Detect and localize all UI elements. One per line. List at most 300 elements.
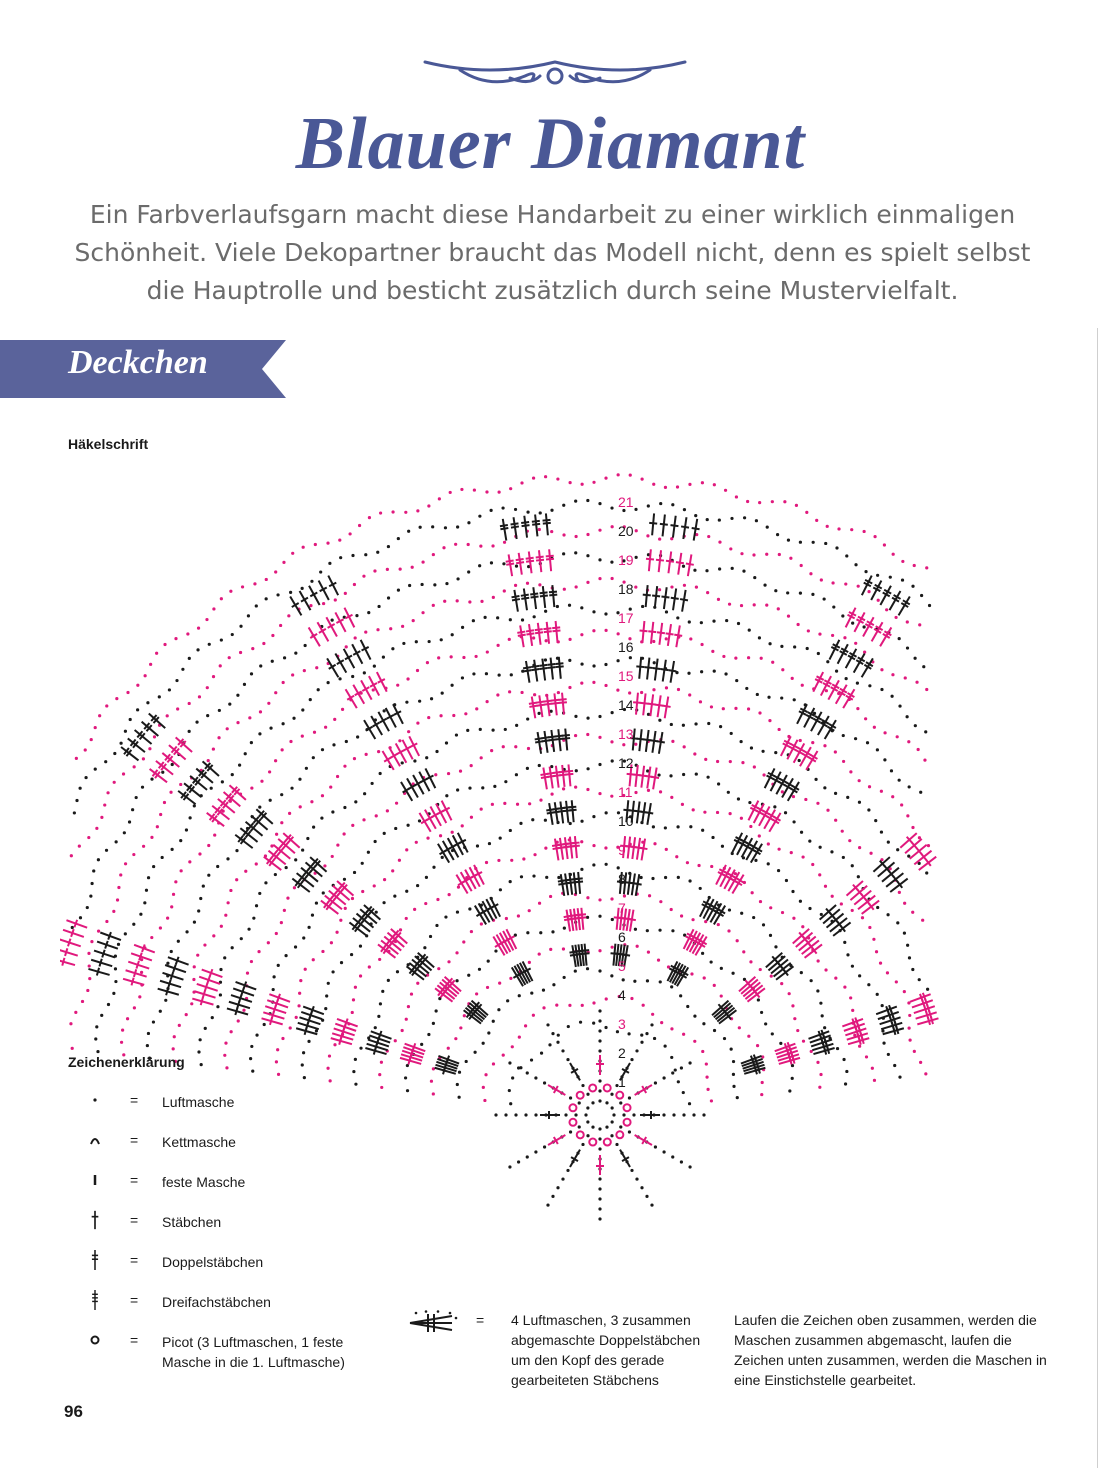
chain-dot bbox=[598, 1147, 601, 1150]
stitch-mark bbox=[60, 958, 75, 966]
chain-dot bbox=[445, 582, 448, 585]
chain-dot bbox=[586, 967, 589, 970]
chain-dot bbox=[522, 857, 525, 860]
chain-dot bbox=[530, 1058, 533, 1061]
chain-dot bbox=[212, 675, 215, 678]
stitch-mark bbox=[377, 672, 387, 692]
stitch-mark bbox=[532, 514, 540, 536]
chain-dot bbox=[724, 672, 727, 675]
chain-dot bbox=[654, 1145, 657, 1148]
stitch-mark bbox=[168, 957, 189, 965]
chain-dot bbox=[367, 611, 370, 614]
chain-dot bbox=[452, 714, 455, 717]
chain-dot bbox=[317, 688, 320, 691]
chain-dot bbox=[356, 735, 359, 738]
chain-dot bbox=[824, 968, 827, 971]
chain-dot bbox=[438, 497, 441, 500]
chain-dot bbox=[737, 622, 740, 625]
legend bbox=[80, 1090, 400, 1370]
legend-eq: = bbox=[130, 1252, 139, 1268]
chain-dot bbox=[420, 583, 423, 586]
chain-dot bbox=[816, 802, 819, 805]
chain-dot bbox=[273, 975, 276, 978]
chain-dot bbox=[561, 1177, 564, 1180]
chain-dot bbox=[581, 1143, 584, 1146]
chain-dot bbox=[335, 931, 338, 934]
chain-dot bbox=[551, 1032, 554, 1035]
chain-dot bbox=[485, 861, 488, 864]
chain-dot bbox=[220, 638, 223, 641]
chain-dot bbox=[156, 825, 159, 828]
chain-dot bbox=[353, 871, 356, 874]
stitch-mark bbox=[655, 695, 663, 717]
chain-dot bbox=[481, 786, 484, 789]
chain-dot bbox=[377, 1015, 380, 1018]
chain-dot bbox=[835, 546, 838, 549]
stitch-mark bbox=[676, 553, 684, 575]
chain-dot bbox=[502, 745, 505, 748]
chain-dot bbox=[478, 564, 481, 567]
chain-dot bbox=[706, 1088, 709, 1091]
round-number: 7 bbox=[618, 900, 626, 916]
chain-dot bbox=[386, 568, 389, 571]
chain-dot bbox=[865, 1055, 868, 1058]
chain-dot bbox=[683, 508, 686, 511]
chain-dot bbox=[605, 1101, 608, 1104]
chain-dot bbox=[674, 1068, 677, 1071]
chain-dot bbox=[383, 832, 386, 835]
chain-dot bbox=[544, 846, 547, 849]
chain-dot bbox=[448, 893, 451, 896]
chain-dot bbox=[175, 679, 178, 682]
chain-dot bbox=[725, 619, 728, 622]
chain-dot bbox=[753, 576, 756, 579]
chain-dot bbox=[185, 930, 188, 933]
chain-dot bbox=[869, 852, 872, 855]
chain-dot bbox=[706, 591, 709, 594]
chain-dot bbox=[686, 1005, 689, 1008]
double-crochet-icon bbox=[80, 1210, 110, 1230]
chain-dot bbox=[294, 858, 297, 861]
chain-dot bbox=[586, 788, 589, 791]
chain-dot bbox=[574, 734, 577, 737]
chain-dot bbox=[903, 932, 906, 935]
chain-dot bbox=[378, 1073, 381, 1076]
chain-dot bbox=[842, 856, 845, 859]
chain-dot bbox=[665, 637, 668, 640]
chain-dot bbox=[212, 747, 215, 750]
chain-dot bbox=[310, 580, 313, 583]
chain-dot bbox=[309, 698, 312, 701]
chain-dot bbox=[427, 1033, 430, 1036]
chain-dot bbox=[503, 589, 506, 592]
chain-dot bbox=[743, 516, 746, 519]
chain-dot bbox=[628, 1096, 631, 1099]
stitch-mark bbox=[378, 944, 395, 957]
stitch-mark bbox=[644, 658, 652, 680]
chain-dot bbox=[697, 864, 700, 867]
chain-dot bbox=[670, 585, 673, 588]
chain-dot bbox=[334, 598, 337, 601]
legend-eq: = bbox=[130, 1172, 139, 1188]
chain-dot bbox=[592, 629, 595, 632]
chain-dot bbox=[641, 478, 644, 481]
chain-dot bbox=[640, 1186, 643, 1189]
chain-dot bbox=[193, 965, 196, 968]
stitch-mark bbox=[880, 586, 891, 605]
chain-dot bbox=[207, 844, 210, 847]
chain-dot bbox=[761, 750, 764, 753]
chain-dot bbox=[511, 1076, 514, 1079]
stitch-mark bbox=[335, 612, 345, 631]
chain-dot bbox=[538, 902, 541, 905]
chain-dot bbox=[71, 1047, 74, 1050]
chain-dot bbox=[647, 951, 650, 954]
chain-dot bbox=[431, 525, 434, 528]
chain-dot bbox=[677, 1080, 680, 1083]
chain-dot bbox=[771, 500, 774, 503]
chain-dot bbox=[532, 636, 535, 639]
chain-dot bbox=[238, 764, 241, 767]
chain-dot bbox=[610, 561, 613, 564]
stitch-mark bbox=[100, 932, 121, 940]
chain-dot bbox=[415, 640, 418, 643]
stitch-mark bbox=[461, 872, 472, 891]
chain-dot bbox=[562, 533, 565, 536]
chain-dot bbox=[924, 1072, 927, 1075]
chain-dot bbox=[470, 816, 473, 819]
chain-dot bbox=[640, 691, 643, 694]
legend-text: Stäbchen bbox=[162, 1214, 222, 1230]
picot-mark bbox=[589, 1084, 596, 1091]
chain-dot bbox=[867, 983, 870, 986]
chain-dot bbox=[475, 707, 478, 710]
chain-dot bbox=[295, 1016, 298, 1019]
chain-dot bbox=[722, 655, 725, 658]
chain-dot bbox=[105, 849, 108, 852]
stitch-mark bbox=[666, 624, 674, 646]
chain-dot bbox=[73, 811, 76, 814]
chain-dot bbox=[276, 593, 279, 596]
chain-dot bbox=[255, 904, 258, 907]
section-banner-label: Deckchen bbox=[68, 344, 208, 381]
chain-dot bbox=[868, 785, 871, 788]
chain-dot bbox=[437, 967, 440, 970]
chain-dot bbox=[444, 526, 447, 529]
chain-dot bbox=[255, 604, 258, 607]
chain-dot bbox=[568, 638, 571, 641]
chain-dot bbox=[760, 1011, 763, 1014]
chain-dot bbox=[635, 529, 638, 532]
chain-dot bbox=[563, 588, 566, 591]
chain-dot bbox=[427, 716, 430, 719]
chain-dot bbox=[598, 763, 601, 766]
chain-dot bbox=[146, 1044, 149, 1047]
chain-dot bbox=[87, 952, 90, 955]
chain-dot bbox=[458, 1071, 461, 1074]
chain-dot bbox=[406, 677, 409, 680]
chain-dot bbox=[504, 728, 507, 731]
chain-dot bbox=[677, 688, 680, 691]
stitch-mark bbox=[666, 551, 674, 573]
chain-dot bbox=[223, 956, 226, 959]
chain-dot bbox=[758, 501, 761, 504]
chain-dot bbox=[766, 526, 769, 529]
chain-dot bbox=[592, 610, 595, 613]
chain-dot bbox=[752, 553, 755, 556]
chain-dot bbox=[592, 1001, 595, 1004]
chain-dot bbox=[216, 1005, 219, 1008]
chain-dot bbox=[298, 992, 301, 995]
chain-dot bbox=[851, 965, 854, 968]
chain-dot bbox=[155, 652, 158, 655]
chain-dot bbox=[303, 1076, 306, 1079]
chain-dot bbox=[333, 718, 336, 721]
chain-dot bbox=[598, 1177, 601, 1180]
chain-dot bbox=[373, 884, 376, 887]
chain-dot bbox=[120, 1041, 123, 1044]
chain-dot bbox=[398, 739, 401, 742]
chain-dot bbox=[243, 683, 246, 686]
chain-dot bbox=[598, 1049, 601, 1052]
chain-dot bbox=[757, 998, 760, 1001]
stitch-mark bbox=[657, 623, 665, 645]
stitch-mark bbox=[530, 587, 538, 609]
chain-dot bbox=[526, 931, 529, 934]
chain-dot bbox=[476, 844, 479, 847]
chain-dot bbox=[798, 759, 801, 762]
chain-dot bbox=[598, 715, 601, 718]
chain-dot bbox=[834, 750, 837, 753]
chain-dot bbox=[711, 650, 714, 653]
stitch-mark bbox=[361, 680, 372, 699]
stitch-mark bbox=[559, 765, 567, 787]
chain-dot bbox=[275, 1060, 278, 1063]
chain-dot bbox=[575, 585, 578, 588]
chain-dot bbox=[604, 1026, 607, 1029]
chain-dot bbox=[341, 708, 344, 711]
chain-dot bbox=[302, 546, 305, 549]
stitch-mark bbox=[309, 586, 320, 605]
chain-dot bbox=[634, 791, 637, 794]
stitch-mark bbox=[521, 588, 529, 610]
chain-dot bbox=[185, 828, 188, 831]
chain-dot bbox=[208, 643, 211, 646]
chain-dot bbox=[834, 977, 837, 980]
chain-dot bbox=[470, 930, 473, 933]
chain-dot bbox=[776, 533, 779, 536]
chain-dot bbox=[301, 708, 304, 711]
chain-dot bbox=[917, 748, 920, 751]
chain-dot bbox=[509, 977, 512, 980]
chain-dot bbox=[379, 772, 382, 775]
chain-dot bbox=[421, 611, 424, 614]
chain-dot bbox=[898, 779, 901, 782]
chain-dot bbox=[898, 704, 901, 707]
chain-dot bbox=[908, 1014, 911, 1017]
chain-dot bbox=[179, 839, 182, 842]
chain-dot bbox=[499, 837, 502, 840]
chain-dot bbox=[275, 833, 278, 836]
chain-dot bbox=[901, 578, 904, 581]
chain-dot bbox=[574, 715, 577, 718]
picot-mark bbox=[616, 1131, 623, 1138]
chain-dot bbox=[514, 1113, 517, 1116]
chain-dot bbox=[480, 756, 483, 759]
chain-dot bbox=[277, 964, 280, 967]
chain-dot bbox=[498, 673, 501, 676]
chain-dot bbox=[119, 873, 122, 876]
chain-dot bbox=[730, 517, 733, 520]
chain-dot bbox=[468, 907, 471, 910]
chain-dot bbox=[705, 1076, 708, 1079]
chain-dot bbox=[705, 569, 708, 572]
ornament-icon bbox=[420, 50, 690, 92]
chain-dot bbox=[441, 692, 444, 695]
chain-dot bbox=[293, 886, 296, 889]
chain-dot bbox=[221, 780, 224, 783]
stitch-mark bbox=[862, 576, 872, 596]
chain-dot bbox=[405, 848, 408, 851]
chain-dot bbox=[864, 717, 867, 720]
chain-dot bbox=[294, 945, 297, 948]
chain-dot bbox=[761, 1081, 764, 1084]
chain-dot bbox=[851, 909, 854, 912]
chain-dot bbox=[275, 932, 278, 935]
chain-dot bbox=[843, 941, 846, 944]
chain-dot bbox=[645, 1195, 648, 1198]
chain-dot bbox=[646, 979, 649, 982]
chain-dot bbox=[528, 802, 531, 805]
chain-dot bbox=[368, 516, 371, 519]
chain-dot bbox=[834, 819, 837, 822]
chain-dot bbox=[509, 829, 512, 832]
stitch-mark bbox=[636, 657, 644, 679]
chain-dot bbox=[898, 637, 901, 640]
chain-dot bbox=[407, 730, 410, 733]
chain-dot bbox=[74, 1011, 77, 1014]
stitch-mark bbox=[649, 513, 657, 535]
legend-item bbox=[80, 1290, 400, 1330]
chain-dot bbox=[581, 1084, 584, 1087]
chain-dot bbox=[406, 824, 409, 827]
chain-dot bbox=[646, 534, 649, 537]
chain-dot bbox=[693, 1040, 696, 1043]
chain-dot bbox=[401, 761, 404, 764]
chain-dot bbox=[568, 686, 571, 689]
chain-dot bbox=[280, 921, 283, 924]
chain-dot bbox=[716, 760, 719, 763]
chain-dot bbox=[171, 848, 174, 851]
stitch-mark bbox=[596, 1155, 604, 1175]
chain-dot bbox=[132, 853, 135, 856]
stitch-mark bbox=[521, 516, 529, 538]
chain-dot bbox=[486, 700, 489, 703]
chain-dot bbox=[831, 895, 834, 898]
chain-dot bbox=[117, 886, 120, 889]
chain-dot bbox=[416, 509, 419, 512]
chain-dot bbox=[773, 805, 776, 808]
round-number: 18 bbox=[618, 581, 634, 597]
chain-dot bbox=[150, 778, 153, 781]
chain-dot bbox=[873, 726, 876, 729]
chain-dot bbox=[455, 951, 458, 954]
chain-dot bbox=[778, 728, 781, 731]
chain-dot bbox=[503, 802, 506, 805]
legend-text: Picot (3 Luftmaschen, 1 feste Masche in die 1. Luftmasche) bbox=[162, 1334, 345, 1370]
chain-dot bbox=[592, 844, 595, 847]
chain-dot bbox=[619, 1125, 622, 1128]
chain-dot bbox=[363, 671, 366, 674]
legend-item bbox=[80, 1330, 400, 1370]
chain-dot bbox=[765, 553, 768, 556]
chain-dot bbox=[257, 950, 260, 953]
chain-dot bbox=[719, 725, 722, 728]
chain-dot bbox=[611, 918, 614, 921]
stitch-mark bbox=[165, 964, 186, 972]
chain-dot bbox=[534, 1076, 537, 1079]
chain-dot bbox=[338, 539, 341, 542]
chain-dot bbox=[533, 853, 536, 856]
round-number: 2 bbox=[618, 1045, 626, 1061]
chain-dot bbox=[598, 1197, 601, 1200]
chain-dot bbox=[396, 684, 399, 687]
chain-dot bbox=[694, 722, 697, 725]
chain-dot bbox=[740, 912, 743, 915]
chain-dot bbox=[114, 967, 117, 970]
chain-dot bbox=[445, 794, 448, 797]
chain-dot bbox=[549, 895, 552, 898]
chain-dot bbox=[303, 669, 306, 672]
chain-dot bbox=[889, 576, 892, 579]
stitch-mark bbox=[544, 694, 552, 716]
chain-dot bbox=[121, 1029, 124, 1032]
chain-dot bbox=[174, 880, 177, 883]
chain-dot bbox=[280, 793, 283, 796]
chain-dot bbox=[498, 491, 501, 494]
chain-dot bbox=[680, 1066, 683, 1069]
chain-dot bbox=[690, 972, 693, 975]
chain-dot bbox=[896, 921, 899, 924]
chain-dot bbox=[754, 859, 757, 862]
chain-dot bbox=[189, 816, 192, 819]
chain-dot bbox=[408, 584, 411, 587]
chain-dot bbox=[526, 1071, 529, 1074]
chain-dot bbox=[653, 842, 656, 845]
chain-dot bbox=[509, 487, 512, 490]
chain-dot bbox=[722, 707, 725, 710]
chain-dot bbox=[351, 675, 354, 678]
stitch-mark bbox=[194, 990, 215, 998]
chain-dot bbox=[88, 977, 91, 980]
chain-dot bbox=[857, 585, 860, 588]
chain-dot bbox=[858, 846, 861, 849]
chain-dot bbox=[345, 740, 348, 743]
chain-dot bbox=[428, 640, 431, 643]
chain-dot bbox=[886, 971, 889, 974]
chain-dot bbox=[777, 607, 780, 610]
chain-dot bbox=[528, 909, 531, 912]
chain-dot bbox=[152, 1020, 155, 1023]
chain-dot bbox=[728, 908, 731, 911]
stitch-mark bbox=[656, 550, 664, 572]
chain-dot bbox=[616, 659, 619, 662]
chain-dot bbox=[517, 1160, 520, 1163]
chain-dot bbox=[416, 669, 419, 672]
chain-dot bbox=[217, 736, 220, 739]
chain-dot bbox=[800, 831, 803, 834]
chain-dot bbox=[94, 768, 97, 771]
